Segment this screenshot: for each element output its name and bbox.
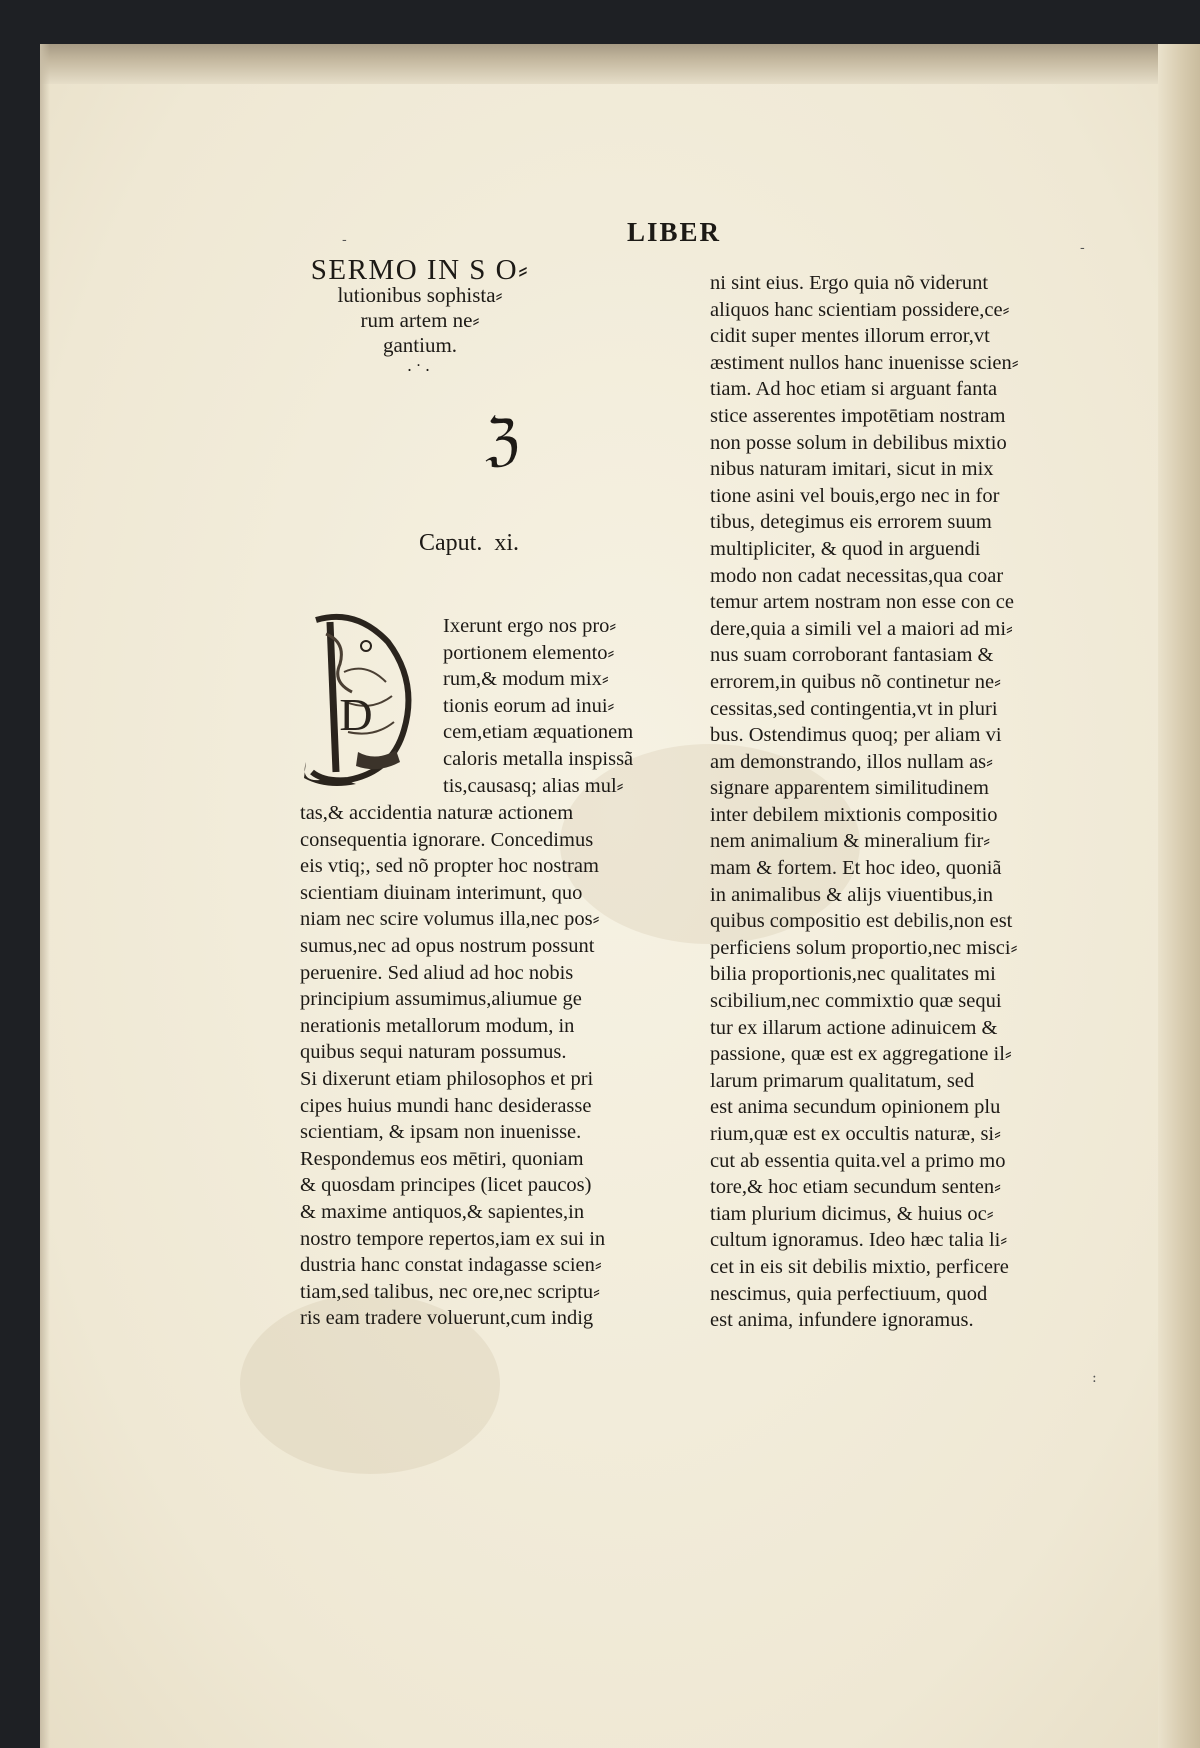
- text-line: niam nec scire volumus illa,nec pos⸗: [300, 908, 600, 931]
- heading-line: lutionibus sophista⸗: [337, 283, 503, 307]
- heading-line: rum artem ne⸗: [360, 308, 480, 332]
- text-line: cem,etiam æquationem: [443, 721, 634, 744]
- text-line: aliquos hanc scientiam possidere,ce⸗: [710, 298, 1010, 321]
- text-line: caloris metalla inspissã: [443, 747, 634, 770]
- text-line: tis,causasq; alias mul⸗: [443, 774, 624, 797]
- text-line: cipes huius mundi hanc desiderasse: [300, 1094, 592, 1117]
- margin-mark: -: [1080, 240, 1085, 256]
- text-line: tiam plurium dicimus, & huius oc⸗: [710, 1202, 994, 1225]
- text-line: consequentia ignorare. Concedimus: [300, 828, 594, 851]
- text-line: multipliciter, & quod in arguendi: [710, 537, 981, 560]
- text-line: temur artem nostram non esse con ce: [710, 591, 1014, 614]
- text-line: larum primarum qualitatum, sed: [710, 1069, 975, 1092]
- text-line: æstiment nullos hanc inuenisse scien⸗: [710, 351, 1019, 374]
- text-line: sumus,nec ad opus nostrum possunt: [300, 934, 595, 957]
- text-line: tur ex illarum actione adinuicem &: [710, 1016, 998, 1039]
- text-line: tionis eorum ad inui⸗: [443, 694, 615, 717]
- heading-dots: ·˙·: [406, 360, 434, 380]
- text-line: peruenire. Sed aliud ad hoc nobis: [300, 961, 574, 984]
- text-line: & quosdam principes (licet paucos): [300, 1174, 592, 1197]
- text-line: bilia proportionis,nec qualitates mi: [710, 963, 996, 986]
- text-line: rum,& modum mix⸗: [443, 668, 609, 691]
- text-line: cet in eis sit debilis mixtio, perficere: [710, 1255, 1009, 1278]
- text-line: mam & fortem. Et hoc ideo, quoniã: [710, 857, 1002, 880]
- section-heading: [220, 254, 620, 383]
- text-line: & maxime antiquos,& sapientes,in: [300, 1200, 585, 1223]
- page-top-edge: [40, 44, 1200, 84]
- page-right-fold: [1158, 44, 1200, 1748]
- paragraph-ornament: ℨ: [485, 408, 520, 473]
- text-line: Respondemus eos mētiri, quoniam: [300, 1147, 584, 1170]
- book-page: [40, 44, 1200, 1748]
- text-line: scientiam, & ipsam non inuenisse.: [300, 1121, 582, 1144]
- text-line: passione, quæ est ex aggregatione il⸗: [710, 1043, 1012, 1066]
- text-line: Ixerunt ergo nos pro⸗: [443, 615, 617, 637]
- text-line: signare apparentem similitudinem: [710, 777, 989, 800]
- margin-mark: -: [342, 232, 347, 248]
- text-line: tibus, detegimus eis errorem suum: [710, 511, 992, 534]
- text-line: est anima secundum opinionem plu: [710, 1096, 1001, 1119]
- text-line: am demonstrando, illos nullam as⸗: [710, 750, 993, 773]
- text-line: quibus sequi naturam possumus.: [300, 1041, 567, 1064]
- text-line: cut ab essentia quita.vel a primo mo: [710, 1149, 1006, 1172]
- text-line: nescimus, quia perfectiuum, quod: [710, 1282, 988, 1305]
- text-line: est anima, infundere ignoramus.: [710, 1309, 974, 1332]
- text-line: ris eam tradere voluerunt,cum indig: [300, 1307, 594, 1330]
- initial-letter: D: [339, 689, 373, 740]
- text-line: quibus compositio est debilis,non est: [710, 910, 1013, 933]
- text-line: errorem,in quibus nõ continetur ne⸗: [710, 670, 1001, 693]
- margin-mark: :: [1092, 1370, 1097, 1386]
- text-line: Si dixerunt etiam philosophos et pri: [300, 1067, 594, 1090]
- chapter-label: Caput. xi.: [419, 530, 519, 556]
- running-head: LIBER: [627, 217, 722, 247]
- text-line: in animalibus & alijs viuentibus,in: [710, 883, 993, 906]
- text-line: ni sint eius. Ergo quia nõ viderunt: [710, 272, 989, 294]
- right-column: [710, 270, 1019, 1334]
- text-line: portionem elemento⸗: [443, 641, 615, 664]
- text-line: perficiens solum proportio,nec misci⸗: [710, 936, 1018, 959]
- text-line: modo non cadat necessitas,qua coar: [710, 564, 1004, 587]
- text-line: dere,quia a simili vel a maiori ad mi⸗: [710, 617, 1013, 640]
- text-line: nibus naturam imitari, sicut in mix: [710, 458, 994, 481]
- text-line: nostro tempore repertos,iam ex sui in: [300, 1227, 606, 1250]
- heading-line: SERMO IN S O⸗: [310, 254, 530, 286]
- text-line: rium,quæ est ex occultis naturæ, si⸗: [710, 1123, 1001, 1145]
- text-line: cultum ignoramus. Ideo hæc talia li⸗: [710, 1229, 1008, 1252]
- text-line: cidit super mentes illorum error,vt: [710, 325, 990, 348]
- page-left-edge: [40, 44, 50, 1748]
- text-line: eis vtiq;, sed nõ propter hoc nostram: [300, 855, 599, 878]
- left-column-bottom: [300, 800, 605, 1332]
- heading-line: gantium.: [382, 333, 458, 357]
- text-line: tore,& hoc etiam secundum senten⸗: [710, 1176, 1001, 1199]
- text-line: inter debilem mixtionis compositio: [710, 803, 998, 826]
- text-line: non posse solum in debilibus mixtio: [710, 431, 1007, 454]
- text-line: nus suam corroborant fantasiam &: [710, 644, 994, 667]
- text-line: scientiam diuinam interimunt, quo: [300, 881, 583, 904]
- text-line: tiam. Ad hoc etiam si arguant fanta: [710, 378, 998, 401]
- text-line: nerationis metallorum modum, in: [300, 1014, 575, 1037]
- text-line: scibilium,nec commixtio quæ sequi: [710, 990, 1002, 1013]
- text-line: tione asini vel bouis,ergo nec in for: [710, 484, 1000, 507]
- text-line: tiam,sed talibus, nec ore,nec scriptu⸗: [300, 1280, 600, 1303]
- text-line: cessitas,sed contingentia,vt in pluri: [710, 697, 998, 720]
- left-column-top: [443, 613, 633, 799]
- text-line: nem animalium & mineralium fir⸗: [710, 830, 991, 853]
- text-line: stice asserentes impotētiam nostram: [710, 404, 1006, 427]
- text-line: bus. Ostendimus quoq; per aliam vi: [710, 724, 1002, 747]
- text-line: principium assumimus,aliumue ge: [300, 988, 582, 1011]
- decorated-initial-d-icon: [296, 612, 416, 787]
- text-line: tas,& accidentia naturæ actionem: [300, 802, 574, 824]
- text-line: dustria hanc constat indagasse scien⸗: [300, 1254, 602, 1277]
